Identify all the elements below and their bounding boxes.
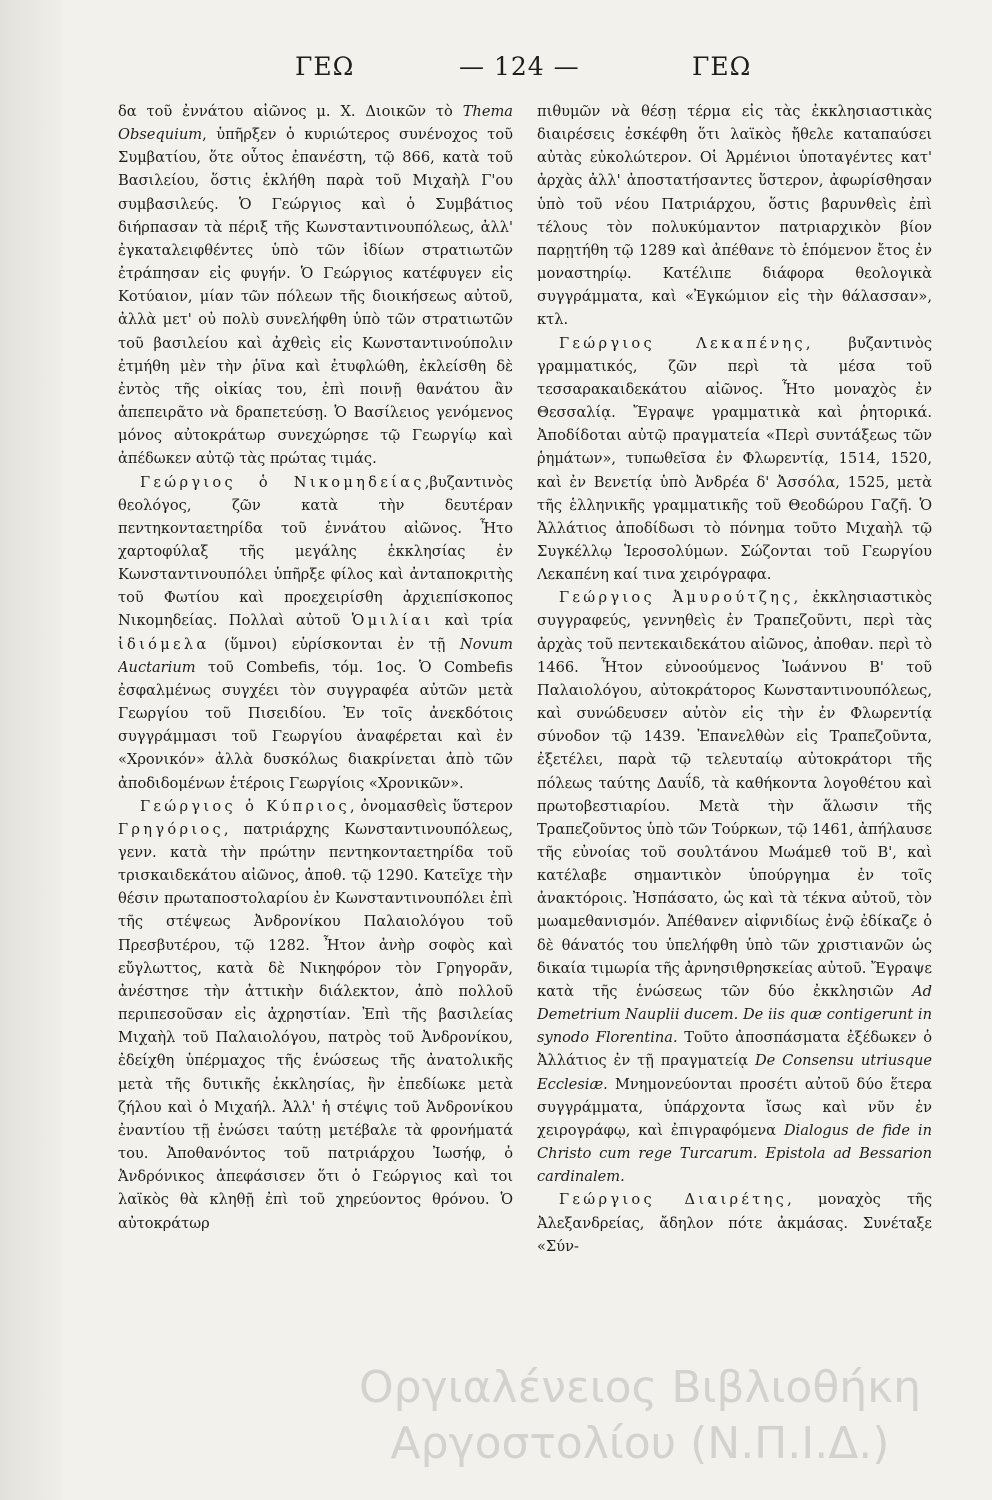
text-run: Τοῦτο ἀποσπάσματα ἐξέδωκεν ὁ Ἀλλάτιος ἐν τῇ πραγματείᾳ	[537, 1029, 932, 1070]
running-head-left: ΓΕΩ	[295, 52, 355, 81]
binding-gutter	[0, 0, 62, 1500]
latin-title: Ad Demetrium Nauplii ducem. De iis quæ contigerunt in synodo Florentina.	[537, 982, 932, 1047]
entry-headword: Γεώργιος ὁ Νικομηδείας	[140, 473, 425, 491]
text-run: , μοναχὸς τῆς Ἀλεξανδρείας, ἄδηλον πότε ἀκμάσας. Συνέταξε «Σύν-	[537, 1191, 932, 1255]
latin-title: Novum Auctarium	[118, 635, 513, 676]
text-run: καὶ τρία	[433, 612, 513, 630]
text-run: , ὀνομασθεὶς ὕστερον	[350, 797, 513, 815]
text-run: ,βυζαντινὸς θεολόγος, ζῶν κατὰ τὴν δευτέραν πεντηκονταετηρίδα τοῦ ἐννάτου αἰῶνος. Ἦτο χαρτοφύλαξ τῆς μεγάλης ἐκκλησίας ἐν Κωνσταντινουπόλει ὑπῆρξε φίλος καὶ ἀνταποκριτὴς τοῦ Φωτίου καὶ προεχειρίσθη ἀρχιεπίσκοπος Νικομηδείας. Πολλαὶ αὐτοῦ	[118, 473, 513, 630]
watermark-line-1: Οργιαλένειος Βιβλιοθήκη	[359, 1362, 921, 1413]
running-head-right: ΓΕΩ	[692, 52, 752, 81]
latin-title: Dialogus de fide in Christo cum rege Turcarum. Epistola ad Bessarion cardinalem.	[537, 1121, 932, 1186]
entry-headword: Γρηγόριος	[118, 820, 224, 838]
text-run: δα τοῦ ἐννάτου αἰῶνος μ. Χ. Διοικῶν τὸ	[118, 103, 463, 120]
page-number: — 124 —	[459, 52, 580, 81]
text-run: πιθυμῶν νὰ θέσῃ τέρμα εἰς τὰς ἐκκλησιαστικὰς διαιρέσεις ἐσκέφθη ὅτι λαϊκὸς ἤθελε καταπαύσει αὐτὰς εὐκολώτερον. Οἱ Ἀρμένιοι ὑποταγέντες κατ' ἀρχὰς ἀλλ' ἀποστατήσαντες ὕστερον, ἀφωρίσθησαν ὑπὸ τοῦ νέου Πατριάρχου, ὅστις βαρυνθεὶς ἐπὶ τέλους τὸν πολυκύμαντον πατριαρχικὸν βίον παρῃτήθη τῷ 1289 καὶ ἀπέθανε τὸ ἑπόμενον ἔτος ἐν μοναστηρίῳ. Κατέλιπε διάφορα θεολογικὰ συγγράμματα, καὶ «Ἐγκώμιον εἰς τὴν θάλασσαν», κτλ.	[537, 103, 932, 329]
entry-headword: Γεώργιος Λεκαπένης	[559, 334, 806, 352]
right-column	[537, 100, 932, 1492]
latin-title: De Consensu utriusque Ecclesiæ.	[537, 1052, 932, 1093]
text-run: (ὕμνοι) εὑρίσκονται ἐν τῇ	[209, 635, 460, 653]
entry-headword: Ὁμιλίαι	[351, 612, 434, 630]
watermark-line-2: Αργοστολίου (Ν.Π.Ι.Δ.)	[390, 1418, 890, 1469]
text-run: , ὑπῆρξεν ὁ κυριώτερος συνένοχος τοῦ Συμβατίου, ὅτε οὗτος ἐπανέστη, τῷ 866, κατὰ τοῦ Βασιλείου, ὅστις ἐκλήθη παρὰ τοῦ Μιχαὴλ Γ'ου συμβασιλεύς. Ὁ Γεώργιος καὶ ὁ Συμβάτιος διήρπασαν τὰ πέριξ τῆς Κωνσταντινουπόλεως, ἀλλ' ἐγκαταλειφθέντες ὑπὸ τῶν ἰδίων στρατιωτῶν ἐτράπησαν εἰς φυγήν. Ὁ Γεώργιος κατέφυγεν εἰς Κοτύαιον, μίαν τῶν πόλεων τῆς διοικήσεως αὐτοῦ, ἀλλὰ μετ' οὐ πολὺ συνελήφθη ὑπὸ τῶν στρατιωτῶν τοῦ βασιλείου καὶ ἀχθεὶς εἰς Κωνσταντινούπολιν ἐτμήθη μὲν τὴν ῥῖνα καὶ ἐτυφλώθη, ἐκλείσθη δὲ ἐντὸς τῆς οἰκίας του, ἐπὶ ποινῇ θανάτου ἂν ἀπεπειρᾶτο νὰ δραπετεύσῃ. Ὁ Βασίλειος γενόμενος μόνος αὐτοκράτωρ συνεχώρησε τῷ Γεωργίῳ καὶ ἀπέδωκεν αὐτῷ τὰς πρώτας τιμάς.	[118, 126, 513, 468]
entry-headword: ἰδιόμελα	[118, 635, 210, 653]
page-header	[100, 52, 900, 92]
text-run: Μνημονεύονται προσέτι αὐτοῦ δύο ἕτερα συγγράμματα, ὑπάρχοντα ἴσως καὶ νῦν ἐν χειρογράφῳ, καὶ ἐπιγραφόμενα	[537, 1075, 932, 1139]
text-run: , βυζαντινὸς γραμματικός, ζῶν περὶ τὰ μέσα τοῦ τεσσαρακαιδεκάτου αἰῶνος. Ἦτο μοναχὸς ἐν Θεσσαλίᾳ. Ἔγραψε γραμματικὰ καὶ ῥητορικά. Ἀποδίδοται αὐτῷ πραγματεία «Περὶ συντάξεως τῶν ῥημάτων», τυπωθεῖσα ἐν Φλωρεντίᾳ, 1514, 1520, καὶ ἐν Βενετίᾳ ὑπὸ Ἀνδρέα δ' Ἀσσόλα, 1525, μετὰ τῆς ἑλληνικῆς γραμματικῆς τοῦ Θεοδώρου Γαζῆ. Ὁ Ἀλλάτιος ἀποδίδωσι τὸ πόνημα τοῦτο Μιχαὴλ τῷ Συγκέλλῳ Ἱεροσολύμων. Σώζονται τοῦ Γεωργίου Λεκαπένη καί τινα χειρόγραφα.	[537, 334, 932, 584]
paragraph	[118, 100, 513, 471]
paragraph	[118, 795, 513, 1235]
text-run: , πατριάρχης Κωνσταντινουπόλεως, γενν. κατὰ τὴν πρώτην πεντηκονταετηρίδα τοῦ τρισκαιδεκάτου αἰῶνος, ἀποθ. τῷ 1290. Κατεῖχε τὴν θέσιν πρωταποστολαρίου ἐν Κωνσταντινουπόλει ἐπὶ τῆς στέψεως Ἀνδρονίκου Παλαιολόγου τοῦ Πρεσβυτέρου, τῷ 1282. Ἦτον ἀνὴρ σοφὸς καὶ εὔγλωττος, κατὰ δὲ Νικηφόρον τὸν Γρηγορᾶν, ἀνέστησε τὴν ἀττικὴν διάλεκτον, ἀπὸ πολλοῦ περιπεσοῦσαν εἰς ἀχρηστίαν. Ἐπὶ τῆς βασιλείας Μιχαὴλ τοῦ Παλαιολόγου, πατρὸς τοῦ Ἀνδρονίκου, ἐδείχθη ὑπέρμαχος τῆς ἑνώσεως τῆς ἀνατολικῆς μετὰ τῆς δυτικῆς ἐκκλησίας, ἣν ἐπεδίωκε μετὰ ζήλου καὶ ὁ Μιχαήλ. Ἀλλ' ἡ στέψις τοῦ Ἀνδρονίκου ἐναντίου τῇ ἑνώσει ταύτῃ μετέβαλε τὰ φρονήματά του. Ἀποθανόντος τοῦ πατριάρχου Ἰωσήφ, ὁ Ἀνδρόνικος ἀπεφάσισεν ὅτι ὁ Γεώργιος καὶ τοι λαϊκὸς θὰ κληθῇ ἐπὶ τοῦ χηρεύοντος θρόνου. Ὁ αὐτοκράτωρ	[118, 820, 513, 1232]
latin-title: Thema Obsequium	[118, 103, 513, 144]
paragraph	[118, 471, 513, 795]
left-column	[118, 100, 513, 1492]
paragraph	[537, 332, 932, 587]
paragraph	[537, 1188, 932, 1257]
entry-headword: Γεώργιος Ἀμυρούτζης	[559, 589, 794, 607]
entry-headword: Γεώργιος Διαιρέτης	[559, 1191, 788, 1209]
entry-headword: Γεώργιος ὁ Κύπριος	[140, 797, 351, 815]
paragraph	[537, 586, 932, 1188]
text-run: τοῦ Combefis, τόμ. 1ος. Ὁ Combefis ἐσφαλμένως συγχέει τὸν συγγραφέα αὐτῶν μετὰ Γεωργίου τοῦ Πισειδίου. Ἐν τοῖς ἀνεκδότοις συγγράμμασι τοῦ Γεωργίου ἀναφέρεται καὶ ἐν «Χρονικόν» ἀλλὰ δυσκόλως διακρίνεται ἀπὸ τῶν ἀποδιδομένων ἑτέροις Γεωργίοις «Χρονικῶν».	[118, 658, 513, 792]
paragraph	[537, 100, 932, 332]
text-run: , ἐκκλησιαστικὸς συγγραφεύς, γεννηθεὶς ἐν Τραπεζοῦντι, περὶ τὰς ἀρχὰς τοῦ πεντεκαιδεκάτου αἰῶνος, ἀποθαν. περὶ τὸ 1466. Ἦτον εὐνοούμενος Ἰωάννου Β' τοῦ Παλαιολόγου, αὐτοκράτορος Κωνσταντινουπόλεως, καὶ συνώδευσεν αὐτὸν εἰς τὴν ἐν Φλωρεντίᾳ σύνοδον τῷ 1439. Ἐπανελθὼν εἰς Τραπεζοῦντα, ἐξετέλει, παρὰ τῷ τελευταίῳ αὐτοκράτορι τῆς πόλεως ταύτης Δαυΐδ, τὰ καθήκοντα λογοθέτου καὶ πρωτοβεστιαρίου. Μετὰ τὴν ἅλωσιν τῆς Τραπεζοῦντος ὑπὸ τῶν Τούρκων, τῷ 1461, ἀπήλαυσε τῆς εὐνοίας τοῦ σουλτάνου Μωάμεθ τοῦ Β', καὶ κατέλαβε σημαντικὸν ὑπούργημα ἐν τοῖς ἀνακτόροις. Ἠσπάσατο, ὡς καὶ τὰ τέκνα αὐτοῦ, τὸν μωαμεθανισμόν. Ἀπέθανεν αἰφνιδίως ἐνῷ ἐδίκαζε ὁ δὲ θάνατός του ὑπελήφθη ὑπὸ τῶν χριστιανῶν ὡς δικαία τιμωρία τῆς ἀρνησιθρησκείας αὐτοῦ. Ἔγραψε κατὰ τῆς ἑνώσεως τῶν δύο ἐκκλησιῶν	[537, 589, 932, 1000]
